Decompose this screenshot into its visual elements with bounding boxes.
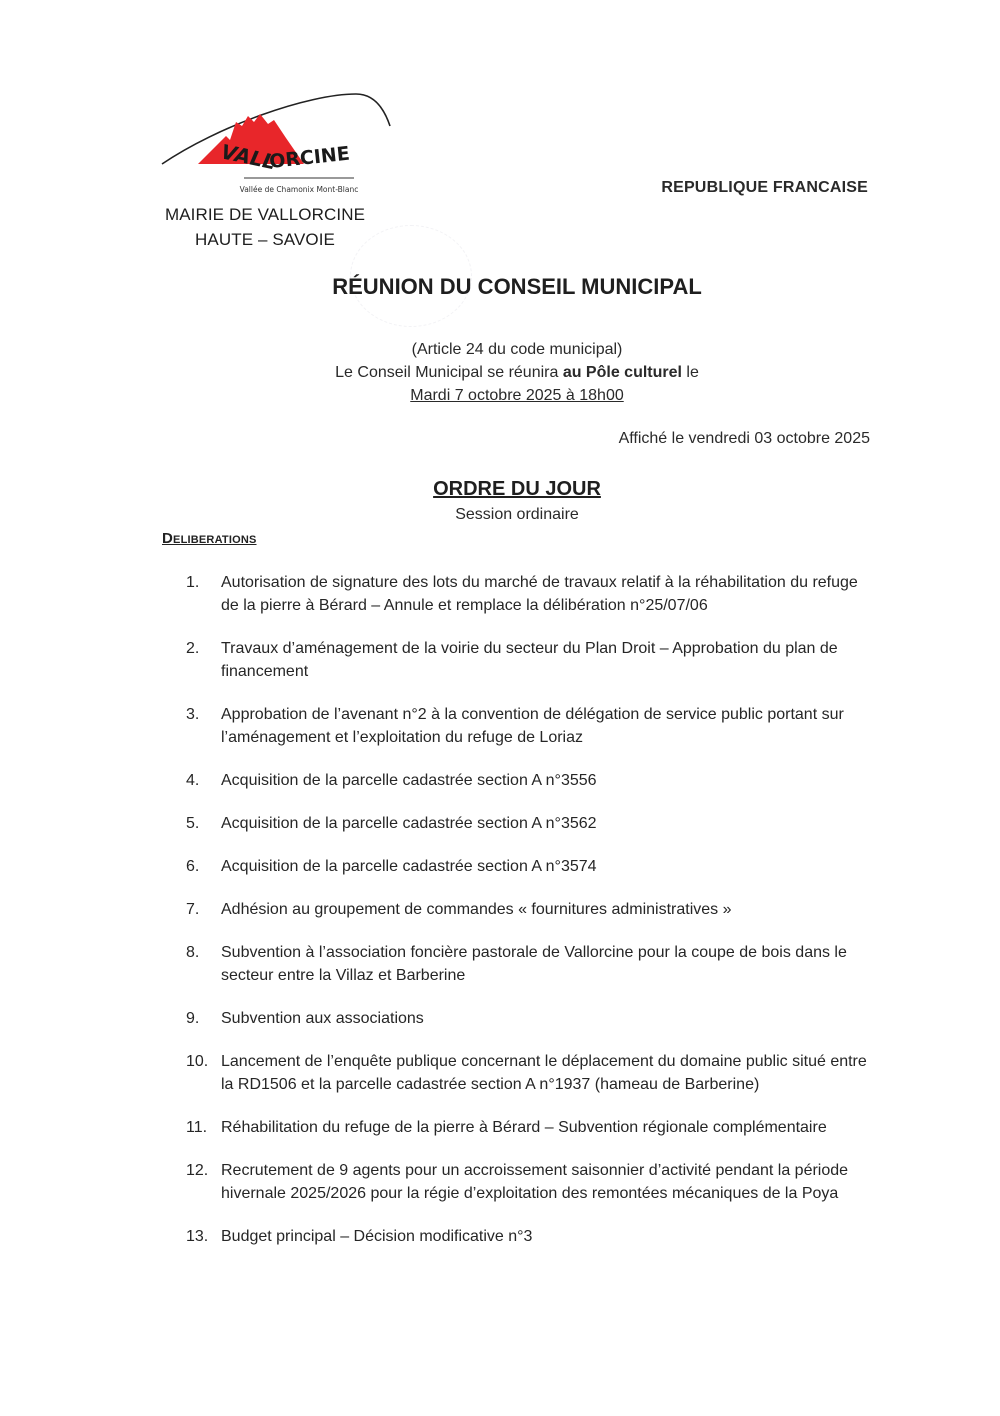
agenda-item-text: Travaux d’aménagement de la voirie du secteur du Plan Droit – Approbation du plan de financement: [221, 640, 838, 680]
agenda-item: [186, 941, 876, 987]
location-suffix: le: [681, 364, 699, 381]
agenda-item-text: Acquisition de la parcelle cadastrée section A n°3562: [221, 815, 597, 832]
agenda-item: [186, 703, 876, 749]
agenda-item-text: Lancement de l’enquête publique concernant le déplacement du domaine public situé entre la RD1506 et la parcelle cadastrée section A n°1937 (hameau de Barberine): [221, 1053, 867, 1093]
agenda-item-number: 4.: [186, 772, 200, 789]
agenda-heading: ORDRE DU JOUR: [433, 478, 601, 500]
agenda-item: [186, 637, 876, 683]
agenda-item-number: 7.: [186, 901, 200, 918]
logo-text-orcine: ORCINE: [268, 142, 351, 173]
agenda-list: [186, 571, 876, 1268]
agenda-item: [186, 1050, 876, 1096]
agenda-item-text: Recrutement de 9 agents pour un accroissement saisonnier d’activité pendant la période hivernale 2025/2026 pour la régie d’exploitation des remontées mécaniques de la Poya: [221, 1162, 849, 1202]
agenda-item-text: Approbation de l’avenant n°2 à la convention de délégation de service public portant sur l’aménagement et l’exploitation du refuge de Loriaz: [221, 706, 844, 746]
article-reference: (Article 24 du code municipal): [411, 341, 623, 358]
vallorcine-logo: [158, 86, 398, 198]
agenda-item: [186, 1007, 876, 1030]
agenda-item-number: 11.: [186, 1119, 208, 1136]
agenda-item-number: 5.: [186, 815, 200, 832]
agenda-item-text: Acquisition de la parcelle cadastrée section A n°3574: [221, 858, 597, 875]
mairie-block: [150, 202, 380, 252]
agenda-item-text: Subvention à l’association foncière pastorale de Vallorcine pour la coupe de bois dans le secteur entre la Villaz et Barberine: [221, 944, 847, 984]
agenda-item-text: Adhésion au groupement de commandes « fournitures administratives »: [221, 901, 732, 918]
page-title: RÉUNION DU CONSEIL MUNICIPAL: [332, 274, 702, 299]
agenda-item-number: 8.: [186, 944, 200, 961]
convocation-block: [0, 338, 1000, 407]
logo-tagline: Vallée de Chamonix Mont-Blanc: [239, 185, 359, 194]
agenda-item: [186, 769, 876, 792]
mairie-department: HAUTE – SAVOIE: [195, 230, 335, 249]
logo-text-vall: VALL: [218, 139, 278, 175]
agenda-item-number: 6.: [186, 858, 200, 875]
agenda-item-text: Réhabilitation du refuge de la pierre à Bérard – Subvention régionale complémentaire: [221, 1119, 827, 1136]
mairie-name: MAIRIE DE VALLORCINE: [164, 205, 366, 224]
agenda-item-number: 9.: [186, 1010, 200, 1027]
agenda-item-text: Budget principal – Décision modificative n°3: [221, 1228, 533, 1245]
agenda-item-number: 1.: [186, 574, 200, 591]
agenda-item-number: 3.: [186, 706, 200, 723]
agenda-item: [186, 1225, 876, 1248]
agenda-item-number: 13.: [186, 1228, 209, 1245]
mountain-logo-icon: [158, 86, 398, 198]
agenda-item: [186, 855, 876, 878]
posting-date: Affiché le vendredi 03 octobre 2025: [618, 430, 870, 447]
meeting-location: au Pôle culturel: [562, 364, 682, 381]
republique-francaise: REPUBLIQUE FRANCAISE: [661, 179, 868, 196]
agenda-item: [186, 898, 876, 921]
agenda-item: [186, 1116, 876, 1139]
meeting-date: Mardi 7 octobre 2025 à 18h00: [410, 387, 624, 404]
meeting-location-line: [0, 361, 1000, 384]
agenda-item: [186, 812, 876, 835]
deliberations-label: Deliberations: [162, 530, 257, 547]
agenda-item-number: 12.: [186, 1162, 209, 1179]
agenda-item-number: 2.: [186, 640, 200, 657]
agenda-item: [186, 1159, 876, 1205]
location-prefix: Le Conseil Municipal se réunira: [335, 364, 563, 381]
agenda-item: [186, 571, 876, 617]
agenda-item-text: Acquisition de la parcelle cadastrée section A n°3556: [221, 772, 597, 789]
agenda-item-text: Autorisation de signature des lots du marché de travaux relatif à la réhabilitation du refuge de la pierre à Bérard – Annule et remplace la délibération n°25/07/06: [221, 574, 858, 614]
session-type: Session ordinaire: [455, 506, 579, 523]
agenda-item-text: Subvention aux associations: [221, 1010, 424, 1027]
agenda-item-number: 10.: [186, 1053, 209, 1070]
